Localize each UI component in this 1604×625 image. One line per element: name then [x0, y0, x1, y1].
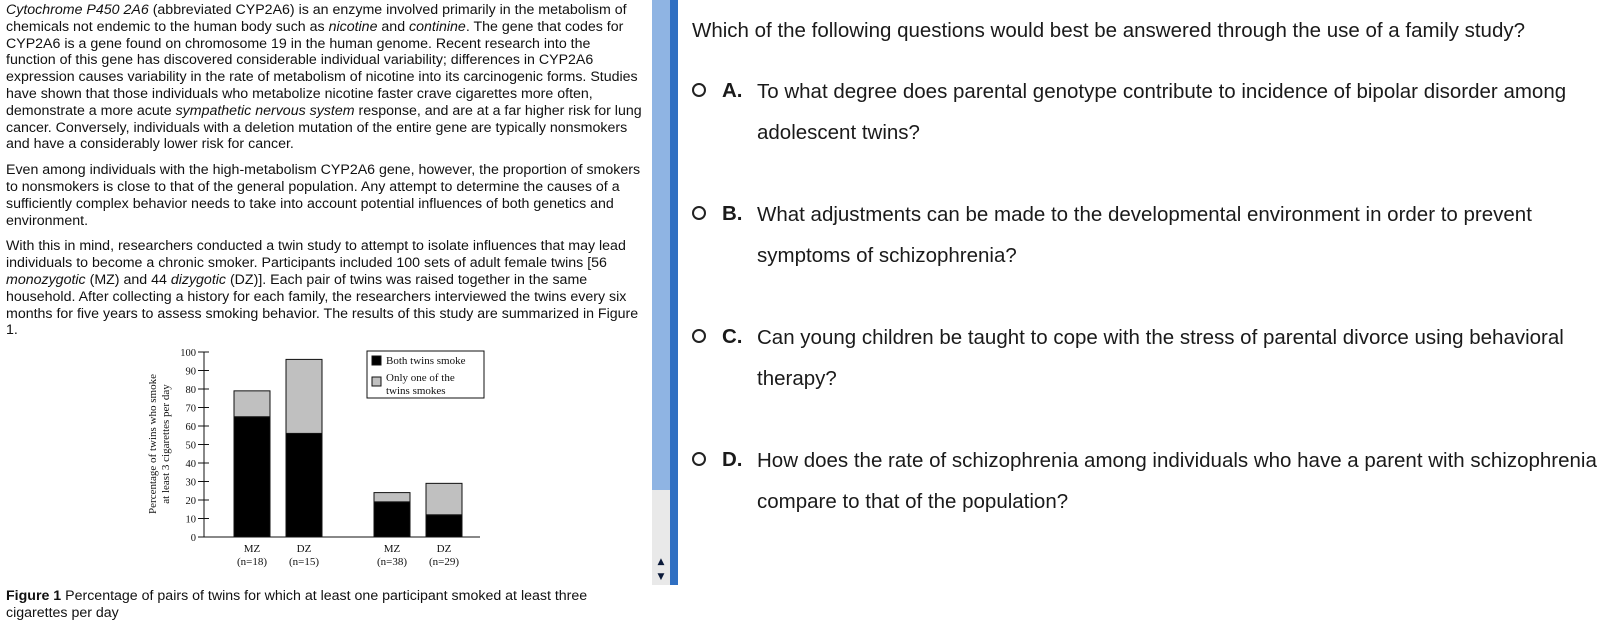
- x-category-n-label: (n=38): [376, 556, 408, 568]
- figure-caption: [6, 588, 646, 622]
- term-nicotine: nicotine: [328, 18, 378, 35]
- choice-text: Can young children be taught to cope with the stress of parental divorce using behavioral therapy?: [757, 326, 1564, 390]
- x-category-label: DZ: [436, 543, 452, 555]
- term-monozygotic: monozygotic: [6, 271, 86, 288]
- question-stem: Which of the following questions would best be answered through the use of a family study?: [692, 19, 1526, 42]
- y-tick-label: 50: [185, 440, 196, 452]
- legend-label-one: Only one of the: [386, 372, 455, 384]
- legend-label-one: twins smokes: [386, 385, 446, 397]
- pane-divider[interactable]: [670, 0, 678, 585]
- passage-scrollbar[interactable]: [652, 0, 670, 585]
- passage-paragraph-2: Even among individuals with the high-metabolism CYP2A6 gene, however, the proportion of smokers to nonsmokers is close to that of the general population. Any attempt to determine the causes of a sufficiently complex behavior needs to take into account potential influences of both genetics and environment.: [6, 162, 641, 229]
- bar-both-smoke: [234, 417, 270, 537]
- term-sympathetic: sympathetic nervous system: [175, 102, 355, 119]
- choice-letter: A.: [722, 79, 743, 102]
- y-tick-label: 90: [185, 366, 196, 378]
- y-tick-label: 80: [185, 385, 196, 396]
- y-axis-label: Percentage of twins who smoke: [147, 374, 159, 514]
- figure-1-chart: [0, 0, 652, 590]
- term-dizygotic: dizygotic: [170, 271, 227, 288]
- bar-one-smokes: [234, 391, 270, 417]
- y-axis-label: at least 3 cigarettes per day: [160, 384, 172, 504]
- legend-swatch-one: [372, 377, 381, 386]
- bar-one-smokes: [374, 493, 410, 502]
- term-cyp2a6: Cytochrome P450 2A6: [6, 2, 149, 18]
- x-category-label: MZ: [383, 543, 401, 555]
- bar-one-smokes: [426, 483, 462, 514]
- y-tick-label: 0: [190, 533, 196, 544]
- passage-pane: [0, 0, 652, 625]
- y-tick-label: 10: [185, 514, 196, 526]
- scroll-up-icon[interactable]: ▲: [652, 556, 670, 568]
- bar-both-smoke: [426, 515, 462, 537]
- radio-button-icon[interactable]: [692, 452, 706, 466]
- passage-text-span: (DZ)]. Each pair of twins was raised together in the same household. After collecting a history for each family, the researchers interviewed the twins every six months for five years to assess smoking behavior. The results of this study are summarized in Figure 1.: [6, 271, 639, 339]
- bar-both-smoke: [374, 502, 410, 537]
- bar-both-smoke: [286, 433, 322, 537]
- scroll-down-icon[interactable]: ▼: [652, 571, 670, 583]
- x-category-label: MZ: [243, 543, 261, 555]
- y-tick-label: 60: [185, 422, 196, 433]
- passage-text-span: and: [377, 18, 410, 35]
- legend-swatch-both: [372, 356, 381, 365]
- y-tick-label: 40: [185, 459, 196, 470]
- choice-text: To what degree does parental genotype contribute to incidence of bipolar disorder among adolescent twins?: [757, 80, 1567, 144]
- passage-text-span: . The gene that codes for CYP2A6 is a gene found on chromosome 19 in the human genome. Recent research into the function of this gene has discovered considerable individual variability; differences in CYP2A6 expression causes variability in the rate of metabolism of nicotine into its carcinogenic forms. Studies have shown that those individuals who metabolize nicotine faster crave cigarettes more often, demonstrate a more acute: [6, 18, 638, 119]
- choice-letter: D.: [722, 448, 743, 471]
- y-tick-label: 100: [180, 348, 196, 359]
- passage-text-span: (MZ) and 44: [85, 271, 171, 288]
- y-tick-label: 30: [185, 477, 196, 489]
- scrollbar-thumb[interactable]: [652, 0, 670, 490]
- term-continine: continine: [409, 18, 466, 35]
- x-category-n-label: (n=15): [288, 556, 320, 568]
- choice-text: How does the rate of schizophrenia among individuals who have a parent with schizophrenia compare to that of the population?: [757, 449, 1597, 513]
- choice-letter: B.: [722, 202, 743, 225]
- choice-text: What adjustments can be made to the developmental environment in order to prevent symptoms of schizophrenia?: [757, 203, 1532, 267]
- figure-caption-label: Figure 1: [6, 588, 62, 604]
- passage-text-span: response, and are at a far higher risk for lung cancer. Conversely, individuals with a deletion mutation of the entire gene are typically nonsmokers and have a considerably lower risk for cancer.: [6, 102, 642, 153]
- passage-text-span: With this in mind, researchers conducted a twin study to attempt to isolate influences that may lead individuals to become a chronic smoker. Participants included 100 sets of adult female twins [56: [6, 238, 626, 272]
- choice-letter: C.: [722, 325, 743, 348]
- legend-label-both: Both twins smoke: [386, 355, 466, 367]
- x-category-label: DZ: [296, 543, 312, 555]
- figure-caption-text: Percentage of pairs of twins for which at least one participant smoked at least three cigarettes per day: [6, 588, 588, 621]
- radio-button-icon[interactable]: [692, 206, 706, 220]
- question-pane: [678, 0, 1604, 625]
- y-tick-label: 20: [185, 496, 196, 507]
- radio-button-icon[interactable]: [692, 83, 706, 97]
- y-tick-label: 70: [185, 403, 196, 415]
- passage-text-span: (abbreviated CYP2A6) is an enzyme involved primarily in the metabolism of chemicals not endemic to the human body such as: [6, 2, 627, 35]
- x-category-n-label: (n=29): [428, 556, 460, 568]
- radio-button-icon[interactable]: [692, 329, 706, 343]
- bar-one-smokes: [286, 359, 322, 433]
- x-category-n-label: (n=18): [236, 556, 268, 568]
